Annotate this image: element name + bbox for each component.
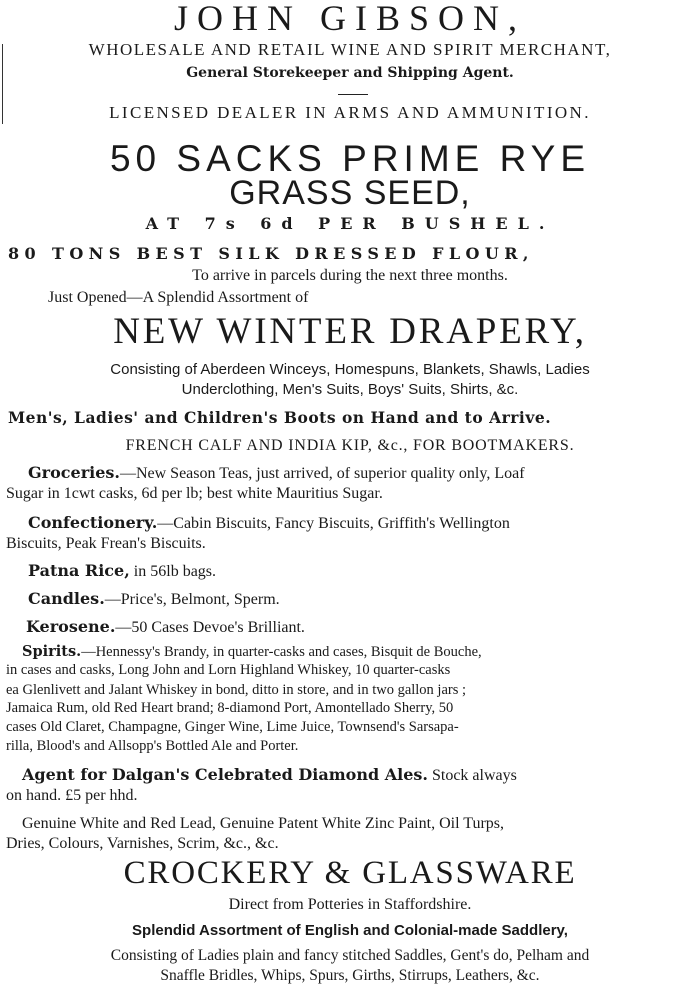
seed-headline-2: GRASS SEED, (229, 174, 471, 212)
spirits-line-1 (22, 645, 696, 660)
merchant-name: JOHN GIBSON, (173, 0, 527, 38)
saddlery-line-2: Snaffle Bridles, Whips, Spurs, Girths, Stirrups, Leathers, &c. (160, 967, 540, 984)
column-border (2, 44, 3, 124)
groceries-label: Groceries. (28, 463, 120, 482)
boots-line: FRENCH CALF AND INDIA KIP, &c., FOR BOOTMAKERS. (125, 437, 575, 454)
kerosene-line (26, 619, 696, 636)
candles-line (28, 591, 696, 608)
confectionery-text: —Cabin Biscuits, Fancy Biscuits, Griffith's Wellington (157, 515, 510, 532)
kerosene-text: —50 Cases Devoe's Brilliant. (115, 619, 305, 636)
flour-note: To arrive in parcels during the next three months. (192, 267, 508, 284)
rice-text: in 56lb bags. (129, 563, 217, 580)
trade-line: WHOLESALE AND RETAIL WINE AND SPIRIT MERCHANT, (88, 40, 612, 59)
candles-text: —Price's, Belmont, Sperm. (104, 591, 280, 608)
spirits-line-4: Jamaica Rum, old Red Heart brand; 8-diamond Port, Amontellado Sherry, 50 (6, 700, 454, 716)
drapery-line-2: Underclothing, Men's Suits, Boys' Suits, Shirts, &c. (181, 381, 519, 398)
boots-headline: Men's, Ladies' and Children's Boots on Hand and to Arrive. (8, 408, 552, 427)
rice-line (28, 563, 696, 580)
spirits-line-3: ea Glenlivett and Jalant Whiskey in bond, ditto in store, and in two gallon jars ; (6, 682, 467, 698)
saddlery-headline: Splendid Assortment of English and Colonial-made Saddlery, (132, 922, 568, 939)
kerosene-label: Kerosene. (26, 617, 116, 636)
drapery-line-1: Consisting of Aberdeen Winceys, Homespuns, Blankets, Shawls, Ladies (110, 361, 590, 378)
groceries-text: —New Season Teas, just arrived, of superior quality only, Loaf (119, 465, 525, 482)
saddlery-line-1: Consisting of Ladies plain and fancy stitched Saddles, Gent's do, Pelham and (110, 947, 590, 964)
seed-headline: 50 SACKS PRIME RYE (109, 138, 591, 179)
crockery-headline: CROCKERY & GLASSWARE (123, 855, 577, 891)
agent-line-1 (22, 767, 696, 784)
drapery-intro: Just Opened—A Splendid Assortment of (48, 289, 309, 306)
spirits-line-5: cases Old Claret, Champagne, Ginger Wine, Lime Juice, Townsend's Sarsapa- (6, 719, 459, 735)
spirits-line-6: rilla, Blood's and Allsopp's Bottled Ale and Porter. (6, 738, 299, 754)
candles-label: Candles. (28, 589, 105, 608)
spirits-line-2: in cases and casks, Long John and Lorn Highland Whiskey, 10 quarter-casks (6, 662, 451, 678)
agent-text: Stock always (427, 767, 517, 784)
rice-label: Patna Rice, (28, 561, 130, 580)
licence-line: LICENSED DEALER IN ARMS AND AMMUNITION. (109, 103, 591, 122)
flour-headline: 80 TONS BEST SILK DRESSED FLOUR, (8, 244, 534, 263)
spirits-label: Spirits. (22, 643, 82, 660)
confectionery-line-2: Biscuits, Peak Frean's Biscuits. (6, 535, 206, 552)
seed-price: AT 7s 6d PER BUSHEL. (145, 214, 555, 233)
groceries-line-2: Sugar in 1cwt casks, 6d per lb; best white Mauritius Sugar. (6, 485, 383, 502)
crockery-line: Direct from Potteries in Staffordshire. (228, 896, 472, 913)
agent-line-2: on hand. £5 per hhd. (6, 787, 138, 804)
agent-label: Agent for Dalgan's Celebrated Diamond Ales. (22, 765, 428, 784)
divider-rule (338, 94, 368, 95)
paints-line-1: Genuine White and Red Lead, Genuine Patent White Zinc Paint, Oil Turps, (22, 815, 504, 832)
drapery-headline: NEW WINTER DRAPERY, (113, 311, 587, 352)
confectionery-label: Confectionery. (28, 513, 158, 532)
spirits-text: —Hennessy's Brandy, in quarter-casks and cases, Bisquit de Bouche, (81, 644, 482, 660)
confectionery-line-1 (28, 515, 696, 532)
paints-line-2: Dries, Colours, Varnishes, Scrim, &c., &c. (6, 835, 279, 852)
groceries-line-1 (28, 465, 696, 482)
storekeeper-line: General Storekeeper and Shipping Agent. (186, 65, 514, 81)
